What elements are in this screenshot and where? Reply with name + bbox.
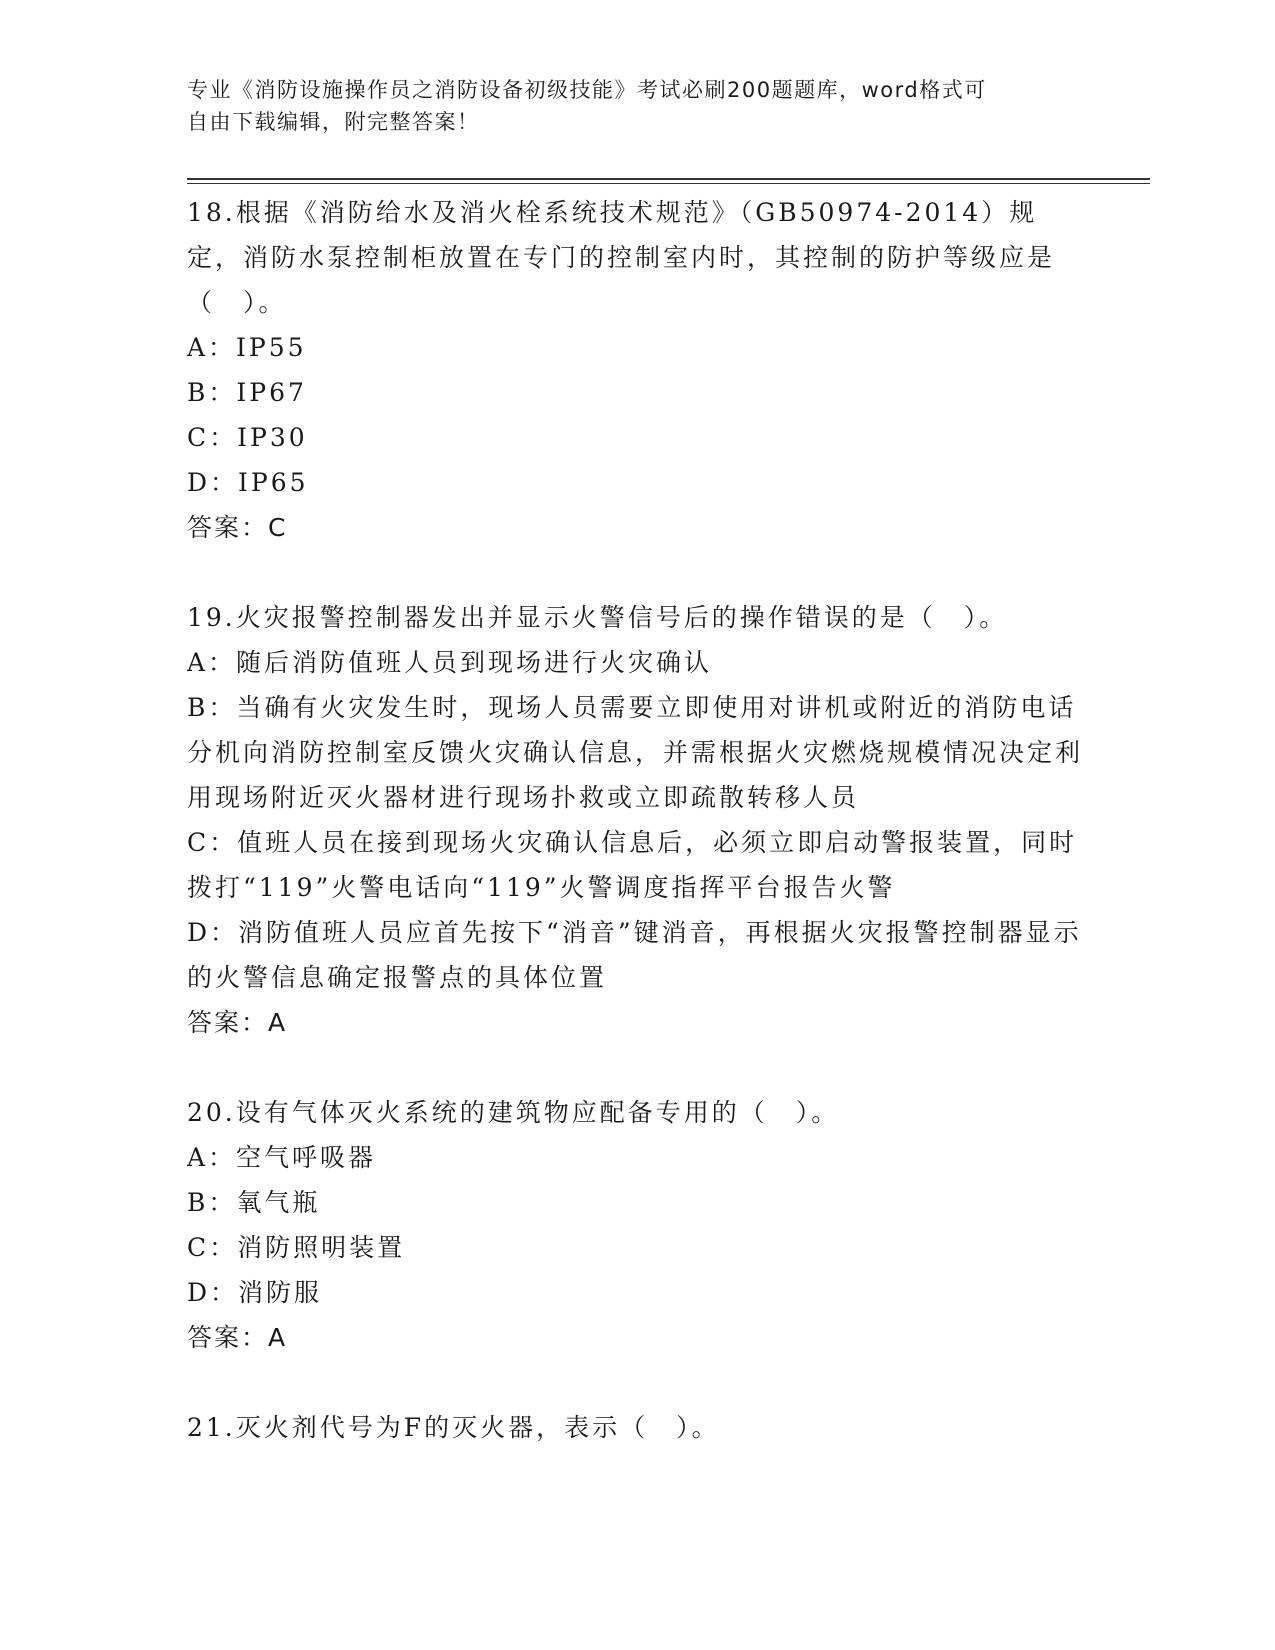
question-text: 19.火灾报警控制器发出并显示火警信号后的操作错误的是（ ）。 — [187, 603, 1008, 632]
option-b: B：氧气瓶 — [187, 1188, 321, 1217]
option-a: A：IP55 — [187, 333, 307, 362]
header-line-2: 自由下载编辑，附完整答案！ — [187, 110, 480, 134]
answer: 答案：C — [187, 513, 288, 542]
question-text: 18.根据《消防给水及消火栓系统技术规范》（GB50974-2014）规定，消防水泵控制柜放置在专门的控制室内时，其控制的防护等级应是（ ）。 — [187, 198, 1056, 317]
header-line-1: 专业《消防设施操作员之消防设备初级技能》考试必刷200题题库，word格式可 — [187, 78, 987, 102]
page-header — [187, 74, 1067, 138]
answer: 答案：A — [187, 1008, 288, 1037]
spacer — [187, 550, 1087, 595]
spacer — [187, 1360, 1087, 1405]
option-d: D：消防服 — [187, 1278, 323, 1307]
option-c: C：值班人员在接到现场火灾确认信息后，必须立即启动警报装置，同时拨打“119”火警电话向“119”火警调度指挥平台报告火警 — [187, 828, 1078, 902]
option-a: A：空气呼吸器 — [187, 1143, 377, 1172]
option-d: D：IP65 — [187, 468, 309, 497]
question-text: 21.灭火剂代号为F的灭火器，表示（ ）。 — [187, 1413, 720, 1442]
option-b: B：当确有火灾发生时，现场人员需要立即使用对讲机或附近的消防电话分机向消防控制室反馈火灾确认信息，并需根据火灾燃烧规模情况决定利用现场附近灭火器材进行现场扑救或立即疏散转移人员 — [187, 693, 1084, 812]
option-c: C：消防照明装置 — [187, 1233, 406, 1262]
option-a: A：随后消防值班人员到现场进行火灾确认 — [187, 648, 713, 677]
option-b: B：IP67 — [187, 378, 307, 407]
question-list — [187, 190, 1087, 1450]
answer: 答案：A — [187, 1323, 288, 1352]
question-21 — [187, 1405, 1087, 1450]
question-text: 20.设有气体灭火系统的建筑物应配备专用的（ ）。 — [187, 1098, 840, 1127]
question-18 — [187, 190, 1087, 550]
option-c: C：IP30 — [187, 423, 308, 452]
question-19 — [187, 595, 1087, 1045]
option-d: D：消防值班人员应首先按下“消音”键消音，再根据火灾报警控制器显示的火警信息确定报警点的具体位置 — [187, 918, 1082, 992]
question-20 — [187, 1090, 1087, 1360]
spacer — [187, 1045, 1087, 1090]
header-divider-thin — [187, 183, 1150, 184]
header-divider-thick — [187, 178, 1150, 180]
